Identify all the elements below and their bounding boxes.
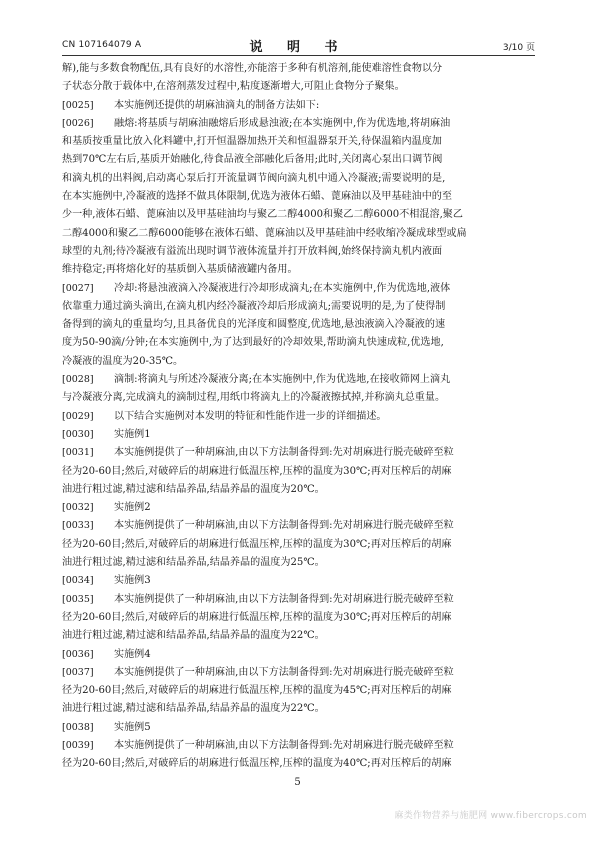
text-line: 子状态分散于载体中,在溶剂蒸发过程中,粘度逐渐增大,可阻止食物分子聚集。 xyxy=(62,81,405,93)
document-title: 说 明 书 xyxy=(249,40,348,55)
text-line: 冷却:将悬浊液滴入冷凝液进行冷却形成滴丸;在本实施例中,作为优选地,液体 xyxy=(114,282,451,294)
paragraph xyxy=(62,719,535,737)
text-line: 在本实施例中,冷凝液的选择不做具体限制,优选为液体石蜡、蓖麻油以及甲基硅油中的至 xyxy=(62,191,452,203)
paragraph-number: [0026] xyxy=(62,117,94,129)
text-line: 径为20-60目;然后,对破碎后的胡麻进行低温压榨,压榨的温度为30℃;再对压榨后的胡麻 xyxy=(62,538,452,550)
paragraph xyxy=(62,115,535,280)
text-line: 本实施例提供了一种胡麻油,由以下方法制备得到:先对胡麻进行脱壳破碎至粒 xyxy=(114,447,454,459)
paragraph xyxy=(62,664,535,719)
header-divider xyxy=(62,55,535,56)
paragraph xyxy=(62,444,535,499)
text-line: 径为20-60目;然后,对破碎后的胡麻进行低温压榨,压榨的温度为30℃;再对压榨后的胡麻 xyxy=(62,611,452,623)
text-line: 本实施例提供了一种胡麻油,由以下方法制备得到:先对胡麻进行脱壳破碎至粒 xyxy=(114,666,454,678)
text-line: 与冷凝液分离,完成滴丸的滴制过程,用纸巾将滴丸上的冷凝液擦拭掉,并称滴丸总重量。 xyxy=(62,392,446,404)
paragraph xyxy=(62,280,535,371)
document-body xyxy=(62,60,535,774)
page-of-total: 3/10 页 xyxy=(502,43,535,53)
text-line: 本实施例提供了一种胡麻油,由以下方法制备得到:先对胡麻进行脱壳破碎至粒 xyxy=(114,593,454,605)
text-line: 融熔:将基质与胡麻油融熔后形成悬浊液;在本实施例中,作为优选地,将胡麻油 xyxy=(114,117,451,129)
paragraph xyxy=(62,572,535,590)
paragraph-number: [0031] xyxy=(62,447,94,459)
text-line: 滴制:将滴丸与所述冷凝液分离;在本实施例中,作为优选地,在接收筛网上滴丸 xyxy=(114,374,451,386)
text-line: 本实施例提供了一种胡麻油,由以下方法制备得到:先对胡麻进行脱壳破碎至粒 xyxy=(114,520,454,532)
paragraph-number: [0034] xyxy=(62,575,94,587)
paragraph-number: [0036] xyxy=(62,648,94,660)
text-line: 径为20-60目;然后,对破碎后的胡麻进行低温压榨,压榨的温度为40℃;再对压榨后的胡麻 xyxy=(62,758,452,770)
paragraph xyxy=(62,517,535,572)
paragraph xyxy=(62,591,535,646)
paragraph-number: [0025] xyxy=(62,99,94,111)
text-line: 实施例1 xyxy=(114,428,151,440)
paragraph-number: [0027] xyxy=(62,282,94,294)
watermark: 麻类作物营养与施肥网 www.fibercrops.com xyxy=(394,811,587,821)
paragraph xyxy=(62,408,535,426)
text-line: 依靠重力通过滴头滴出,在滴丸机内经冷凝液冷却后形成滴丸;需要说明的是,为了使得制 xyxy=(62,300,446,312)
paragraph-number: [0038] xyxy=(62,721,94,733)
patent-number: CN 107164079 A xyxy=(62,40,142,50)
text-line: 实施例3 xyxy=(114,575,151,587)
paragraph-number: [0032] xyxy=(62,502,94,514)
text-line: 油进行粗过滤,精过滤和结晶养晶,结晶养晶的温度为20℃。 xyxy=(62,483,325,495)
text-line: 实施例2 xyxy=(114,502,151,514)
text-line: 球型的丸剂;待冷凝液有溢流出现时调节液体流量并打开放料阀,始终保持滴丸机内液面 xyxy=(62,245,443,257)
text-line: 以下结合实施例对本发明的特征和性能作进一步的详细描述。 xyxy=(114,410,387,422)
paragraph xyxy=(62,499,535,517)
text-line: 实施例4 xyxy=(114,648,151,660)
text-line: 度为50-90滴/分钟;在本实施例中,为了达到最好的冷却效果,帮助滴丸快速成粒,优选地, xyxy=(62,337,444,349)
text-line: 解),能与多数食物配伍,具有良好的水溶性,亦能溶于多种有机溶剂,能使难溶性食物以分 xyxy=(62,63,443,74)
paragraph xyxy=(62,737,535,774)
text-line: 油进行粗过滤,精过滤和结晶养晶,结晶养晶的温度为22℃。 xyxy=(62,630,325,642)
text-line: 热到70℃左右后,基质开始融化,待食品液全部融化后备用;此时,关闭离心泵出口调节阀 xyxy=(62,154,443,166)
text-line: 油进行粗过滤,精过滤和结晶养晶,结晶养晶的温度为25℃。 xyxy=(62,557,325,569)
paragraph xyxy=(62,426,535,444)
text-line: 备得到的滴丸的重量均匀,且具备优良的光泽度和圆整度,优选地,悬浊液滴入冷凝液的速 xyxy=(62,319,446,331)
text-line: 径为20-60目;然后,对破碎后的胡麻进行低温压榨,压榨的温度为45℃;再对压榨后的胡麻 xyxy=(62,685,452,697)
paragraph-number: [0028] xyxy=(62,374,94,386)
text-line: 实施例5 xyxy=(114,721,151,733)
text-line: 少一种,液体石蜡、蓖麻油以及甲基硅油均与聚乙二醇4000和聚乙二醇6000不相混溶,聚乙 xyxy=(62,209,463,221)
text-line: 冷凝液的温度为20-35℃。 xyxy=(62,355,184,367)
paragraph-number: [0039] xyxy=(62,739,94,751)
page-header xyxy=(62,36,535,54)
paragraph-number: [0029] xyxy=(62,410,94,422)
paragraph-continuation xyxy=(62,60,535,97)
paragraph xyxy=(62,97,535,115)
paragraph-number: [0035] xyxy=(62,593,94,605)
text-line: 和基质按重量比放入化料罐中,打开恒温器加热开关和恒温器泵开关,待保温箱内温度加 xyxy=(62,136,442,148)
text-line: 维持稳定;再将熔化好的基质倒入基质储液罐内备用。 xyxy=(62,264,298,276)
paragraph xyxy=(62,646,535,664)
paragraph-number: [0030] xyxy=(62,428,94,440)
page-number: 5 xyxy=(294,777,301,788)
text-line: 本实施例还提供的胡麻油滴丸的制备方法如下: xyxy=(114,99,320,111)
text-line: 和滴丸机的出料阀,启动离心泵后打开流量调节阀向滴丸机中通入冷凝液;需要说明的是, xyxy=(62,172,446,184)
text-line: 二醇4000和聚乙二醇6000能够在液体石蜡、蓖麻油以及甲基硅油中经收缩冷凝成球型或扁 xyxy=(62,227,467,239)
paragraph-number: [0033] xyxy=(62,520,94,532)
text-line: 本实施例提供了一种胡麻油,由以下方法制备得到:先对胡麻进行脱壳破碎至粒 xyxy=(114,739,454,751)
text-line: 径为20-60目;然后,对破碎后的胡麻进行低温压榨,压榨的温度为30℃;再对压榨后的胡麻 xyxy=(62,465,452,477)
paragraph-number: [0037] xyxy=(62,666,94,678)
text-line: 油进行粗过滤,精过滤和结晶养晶,结晶养晶的温度为22℃。 xyxy=(62,703,325,715)
paragraph xyxy=(62,371,535,408)
